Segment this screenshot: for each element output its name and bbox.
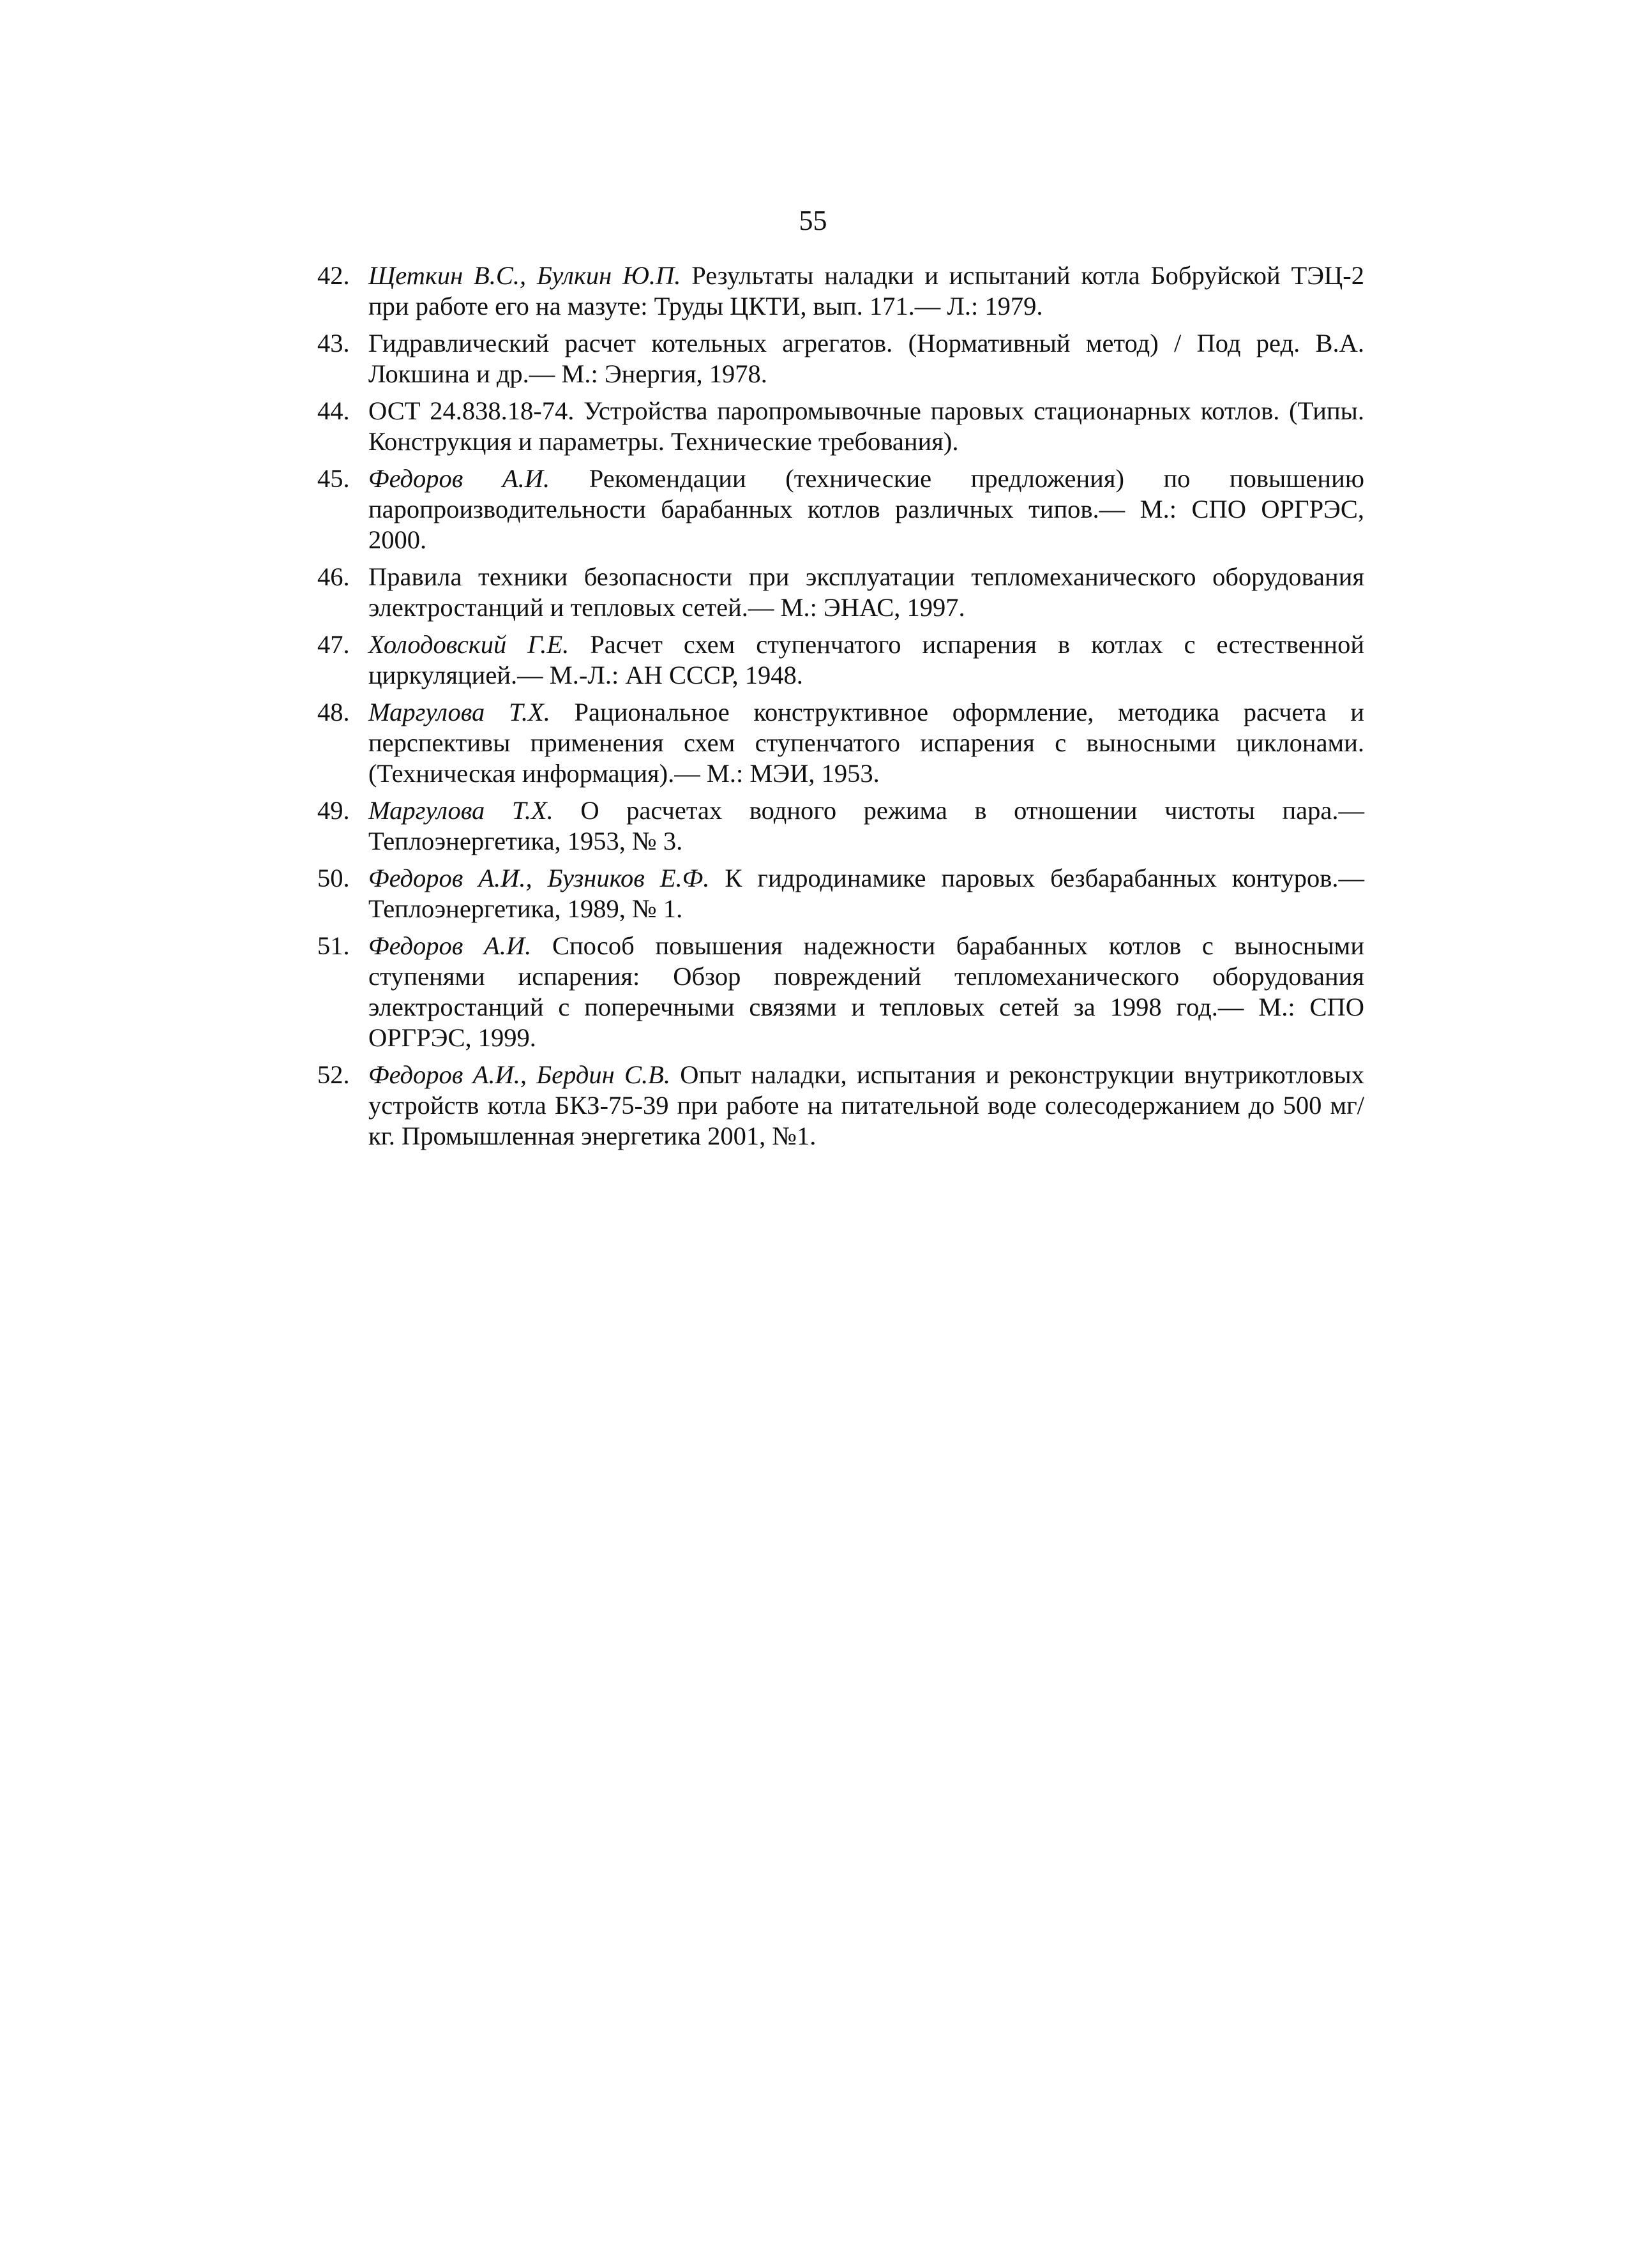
reference-number: 51. — [317, 931, 350, 960]
reference-text: Правила техники безопасности при эксплуатации тепломеханического оборудования электростанций и тепловых сетей.— М.: ЭНАС, 1997. — [368, 562, 1364, 622]
reference-item — [317, 463, 1364, 555]
reference-number: 43. — [317, 329, 350, 357]
reference-authors: Маргулова Т.Х. — [368, 698, 550, 726]
reference-text: Результаты наладки и испытаний котла Бобруйской ТЭЦ-2 при работе его на мазуте: Труды ЦКТИ, вып. 171.— Л.: 1979. — [368, 261, 1364, 320]
reference-text: О расчетах водного режима в отношении чистоты пара.— Теплоэнергетика, 1953, № 3. — [368, 796, 1364, 855]
reference-number: 42. — [317, 261, 350, 290]
reference-number: 48. — [317, 698, 350, 726]
reference-text: Опыт наладки, испытания и реконструкции внутрикотловых устройств котла БКЗ-75-39 при работе на питательной воде солесодержанием до 500 мг/кг. Промышленная энергетика 2001, №1. — [368, 1060, 1364, 1150]
reference-item — [317, 931, 1364, 1053]
reference-list — [317, 260, 1364, 1158]
reference-item — [317, 697, 1364, 789]
reference-authors: Маргулова Т.Х. — [368, 796, 553, 825]
reference-text: К гидродинамике паровых безбарабанных контуров.— Теплоэнергетика, 1989, № 1. — [368, 864, 1364, 923]
reference-item — [317, 1060, 1364, 1152]
reference-text: Способ повышения надежности барабанных котлов с выносными ступенями испарения: Обзор повреждений тепломеханического оборудования электростанций с поперечными связями и тепловых сетей за 1998 год.— М.: СПО ОРГРЭС, 1999. — [368, 931, 1364, 1052]
reference-authors: Федоров А.И., Бердин С.В. — [368, 1060, 670, 1089]
reference-number: 45. — [317, 464, 350, 493]
reference-number: 52. — [317, 1060, 350, 1089]
reference-authors: Щеткин В.С., Булкин Ю.П. — [368, 261, 681, 290]
reference-text: Рациональное конструктивное оформление, методика расчета и перспективы применения схем ступенчатого испарения с выносными циклонами. (Техническая информация).— М.: МЭИ, 1953. — [368, 698, 1364, 788]
reference-text: Рекомендации (технические предложения) по повышению паропроизводительности барабанных котлов различных типов.— М.: СПО ОРГРЭС, 2000. — [368, 464, 1365, 554]
reference-item — [317, 562, 1364, 623]
reference-text: Расчет схем ступенчатого испарения в котлах с естественной циркуляцией.— М.-Л.: АН СССР, 1948. — [368, 630, 1364, 689]
reference-text: ОСТ 24.838.18-74. Устройства паропромывочные паровых стационарных котлов. (Типы. Конструкция и параметры. Технические требования). — [368, 396, 1364, 456]
reference-authors: Холодовский Г.Е. — [368, 630, 569, 659]
reference-authors: Федоров А.И. — [368, 464, 550, 493]
reference-number: 46. — [317, 562, 350, 591]
reference-number: 44. — [317, 396, 350, 425]
reference-text: Гидравлический расчет котельных агрегатов. (Нормативный метод) / Под ред. В.А. Локшина и др.— М.: Энергия, 1978. — [368, 329, 1364, 388]
reference-number: 47. — [317, 630, 350, 659]
reference-authors: Федоров А.И., Бузников Е.Ф. — [368, 864, 710, 892]
reference-item — [317, 629, 1364, 691]
reference-item — [317, 260, 1364, 322]
reference-item — [317, 396, 1364, 457]
reference-item — [317, 328, 1364, 389]
reference-item — [317, 863, 1364, 924]
reference-item — [317, 795, 1364, 857]
reference-number: 50. — [317, 864, 350, 892]
reference-number: 49. — [317, 796, 350, 825]
page-number: 55 — [799, 205, 827, 236]
reference-authors: Федоров А.И. — [368, 931, 532, 960]
